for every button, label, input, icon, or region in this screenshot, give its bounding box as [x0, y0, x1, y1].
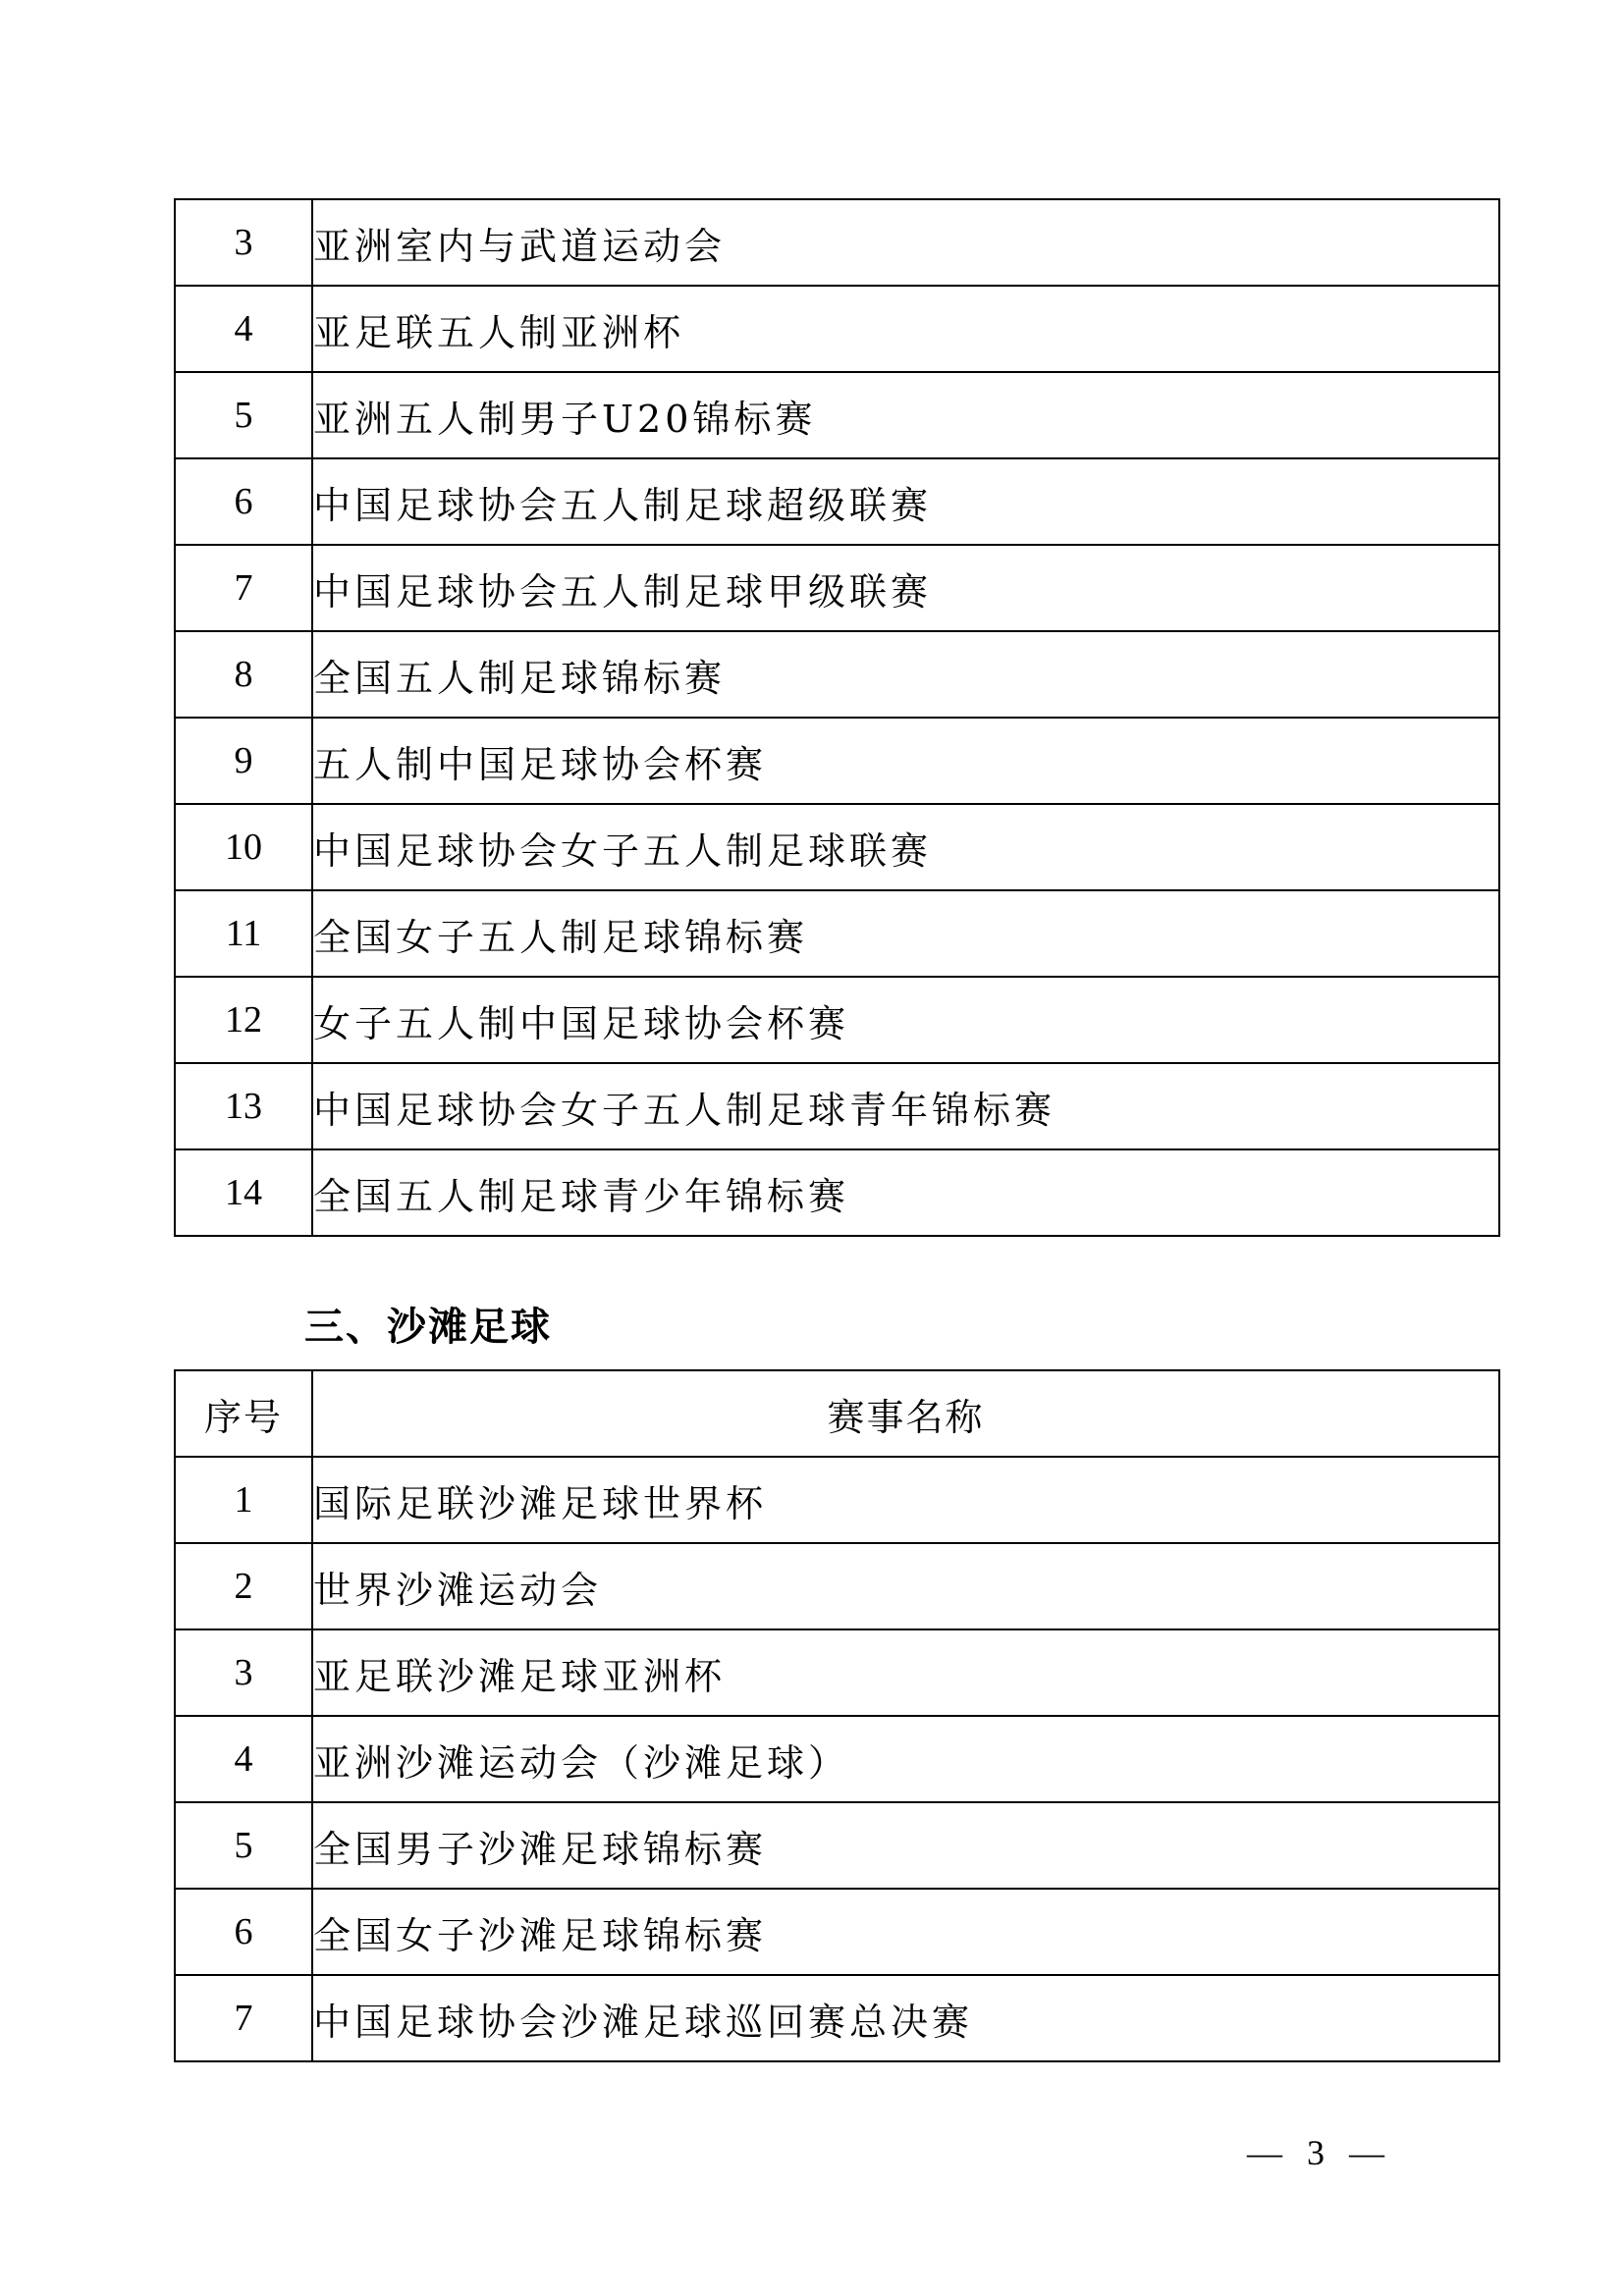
event-name-cell: 世界沙滩运动会: [312, 1543, 1499, 1629]
five-a-side-table-body: [175, 199, 1499, 1236]
serial-number-cell: 5: [175, 372, 312, 458]
serial-number-cell: 12: [175, 977, 312, 1063]
serial-number-cell: 6: [175, 458, 312, 545]
table-row: [175, 1063, 1499, 1149]
table-row: [175, 545, 1499, 631]
header-serial-number: 序号: [175, 1370, 312, 1457]
table-row: [175, 631, 1499, 718]
serial-number-cell: 5: [175, 1802, 312, 1889]
event-name-cell: 国际足联沙滩足球世界杯: [312, 1457, 1499, 1543]
event-name-cell: 五人制中国足球协会杯赛: [312, 718, 1499, 804]
serial-number-cell: 14: [175, 1149, 312, 1236]
beach-soccer-events-table: [174, 1369, 1500, 2062]
serial-number-cell: 7: [175, 545, 312, 631]
serial-number-cell: 4: [175, 1716, 312, 1802]
page-number: — 3 —: [1247, 2133, 1392, 2172]
table-row: [175, 372, 1499, 458]
serial-number-cell: 11: [175, 890, 312, 977]
table-row: [175, 458, 1499, 545]
event-name-cell: 全国五人制足球锦标赛: [312, 631, 1499, 718]
event-name-cell: 全国女子五人制足球锦标赛: [312, 890, 1499, 977]
table-row: [175, 890, 1499, 977]
event-name-cell: 亚足联五人制亚洲杯: [312, 286, 1499, 372]
table-row: [175, 1802, 1499, 1889]
event-name-cell: 女子五人制中国足球协会杯赛: [312, 977, 1499, 1063]
event-name-cell: 全国女子沙滩足球锦标赛: [312, 1889, 1499, 1975]
event-name-cell: 中国足球协会五人制足球甲级联赛: [312, 545, 1499, 631]
table-row: [175, 804, 1499, 890]
table-row: [175, 1457, 1499, 1543]
serial-number-cell: 8: [175, 631, 312, 718]
header-event-name: 赛事名称: [312, 1370, 1499, 1457]
serial-number-cell: 10: [175, 804, 312, 890]
serial-number-cell: 6: [175, 1889, 312, 1975]
serial-number-cell: 2: [175, 1543, 312, 1629]
serial-number-cell: 3: [175, 199, 312, 286]
table-row: [175, 1629, 1499, 1716]
table-header-row: [175, 1370, 1499, 1457]
event-name-cell: 中国足球协会五人制足球超级联赛: [312, 458, 1499, 545]
table-row: [175, 199, 1499, 286]
beach-soccer-section-heading: 三、沙滩足球: [304, 1305, 552, 1350]
event-name-cell: 中国足球协会女子五人制足球联赛: [312, 804, 1499, 890]
event-name-cell: 中国足球协会沙滩足球巡回赛总决赛: [312, 1975, 1499, 2061]
serial-number-cell: 7: [175, 1975, 312, 2061]
serial-number-cell: 9: [175, 718, 312, 804]
serial-number-cell: 4: [175, 286, 312, 372]
event-name-cell: 亚洲沙滩运动会（沙滩足球）: [312, 1716, 1499, 1802]
serial-number-cell: 3: [175, 1629, 312, 1716]
event-name-cell: 全国五人制足球青少年锦标赛: [312, 1149, 1499, 1236]
beach-soccer-table-body: [175, 1457, 1499, 2061]
event-name-cell: 亚足联沙滩足球亚洲杯: [312, 1629, 1499, 1716]
five-a-side-events-table: [174, 198, 1500, 1237]
table-row: [175, 1889, 1499, 1975]
table-row: [175, 1975, 1499, 2061]
table-row: [175, 718, 1499, 804]
serial-number-cell: 1: [175, 1457, 312, 1543]
event-name-cell: 中国足球协会女子五人制足球青年锦标赛: [312, 1063, 1499, 1149]
event-name-cell: 亚洲室内与武道运动会: [312, 199, 1499, 286]
table-row: [175, 977, 1499, 1063]
event-name-cell: 亚洲五人制男子U20锦标赛: [312, 372, 1499, 458]
serial-number-cell: 13: [175, 1063, 312, 1149]
table-row: [175, 286, 1499, 372]
table-row: [175, 1716, 1499, 1802]
table-row: [175, 1543, 1499, 1629]
event-name-cell: 全国男子沙滩足球锦标赛: [312, 1802, 1499, 1889]
table-row: [175, 1149, 1499, 1236]
